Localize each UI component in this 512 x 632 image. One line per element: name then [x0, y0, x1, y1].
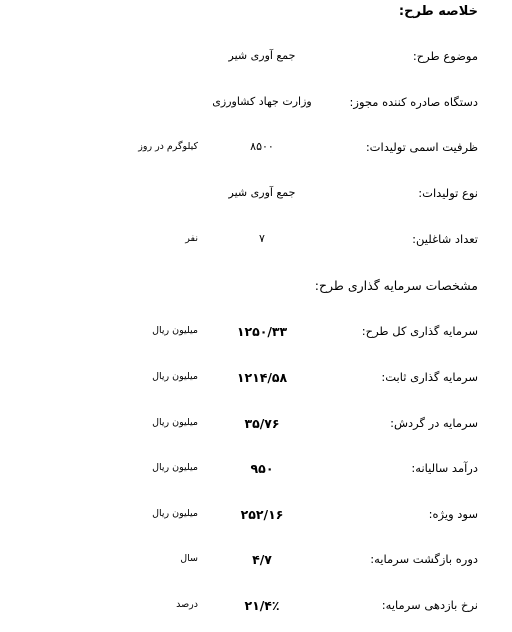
- summary-row-product-type: [0, 186, 512, 206]
- row-unit: میلیون ریال: [152, 508, 198, 519]
- row-value: ۱۲۱۴/۵۸: [236, 370, 288, 385]
- row-label: ظرفیت اسمی تولیدات:: [365, 140, 478, 154]
- row-value: ۴/۷: [252, 552, 272, 567]
- row-label: سرمایه گذاری ثابت:: [381, 370, 478, 384]
- row-value: ۷: [259, 232, 265, 245]
- row-unit: میلیون ریال: [152, 417, 198, 428]
- row-unit: میلیون ریال: [152, 371, 198, 382]
- summary-row-employees: [0, 232, 512, 252]
- row-unit: کیلوگرم در روز: [138, 141, 198, 152]
- row-value: ۸۵۰۰: [250, 140, 274, 153]
- summary-row-subject: [0, 49, 512, 69]
- row-label: درآمد سالیانه:: [411, 461, 478, 475]
- row-label: دوره بازگشت سرمایه:: [370, 552, 478, 566]
- row-unit: میلیون ریال: [152, 462, 198, 473]
- summary-heading: خلاصه طرح:: [398, 4, 478, 19]
- row-label: سرمایه در گردش:: [390, 416, 478, 430]
- row-label: دستگاه صادره کننده مجوز:: [349, 95, 478, 109]
- investment-row-annual-income: [0, 461, 512, 481]
- investment-row-payback-period: [0, 552, 512, 572]
- row-value: جمع آوری شیر: [228, 49, 296, 62]
- summary-row-capacity: [0, 140, 512, 160]
- investment-heading: مشخصات سرمایه گذاری طرح:: [314, 278, 478, 293]
- row-value: جمع آوری شیر: [228, 186, 296, 199]
- row-unit: میلیون ریال: [152, 325, 198, 336]
- row-value: وزارت جهاد کشاورزی: [212, 95, 312, 108]
- row-label: نوع تولیدات:: [418, 186, 478, 200]
- row-value: ۱۲۵۰/۳۳: [236, 324, 288, 339]
- row-value: ۲۵۲/۱۶: [240, 507, 284, 522]
- row-unit: درصد: [176, 599, 198, 610]
- row-label: نرخ بازدهی سرمایه:: [381, 598, 478, 612]
- row-unit: نفر: [185, 233, 198, 244]
- row-unit: سال: [180, 553, 198, 564]
- row-label: تعداد شاغلین:: [412, 232, 478, 246]
- row-value: ۹۵۰: [250, 461, 274, 476]
- row-label: سرمایه گذاری کل طرح:: [361, 324, 478, 338]
- investment-row-total: [0, 324, 512, 344]
- row-label: سود ویژه:: [428, 507, 478, 521]
- row-label: موضوع طرح:: [412, 49, 478, 63]
- investment-row-net-profit: [0, 507, 512, 527]
- row-value: ۳۵/۷۶: [244, 416, 280, 431]
- investment-row-fixed: [0, 370, 512, 390]
- summary-row-issuer: [0, 95, 512, 115]
- row-value: ۲۱/۴٪: [244, 598, 280, 613]
- investment-row-return-rate: [0, 598, 512, 618]
- investment-row-working-capital: [0, 416, 512, 436]
